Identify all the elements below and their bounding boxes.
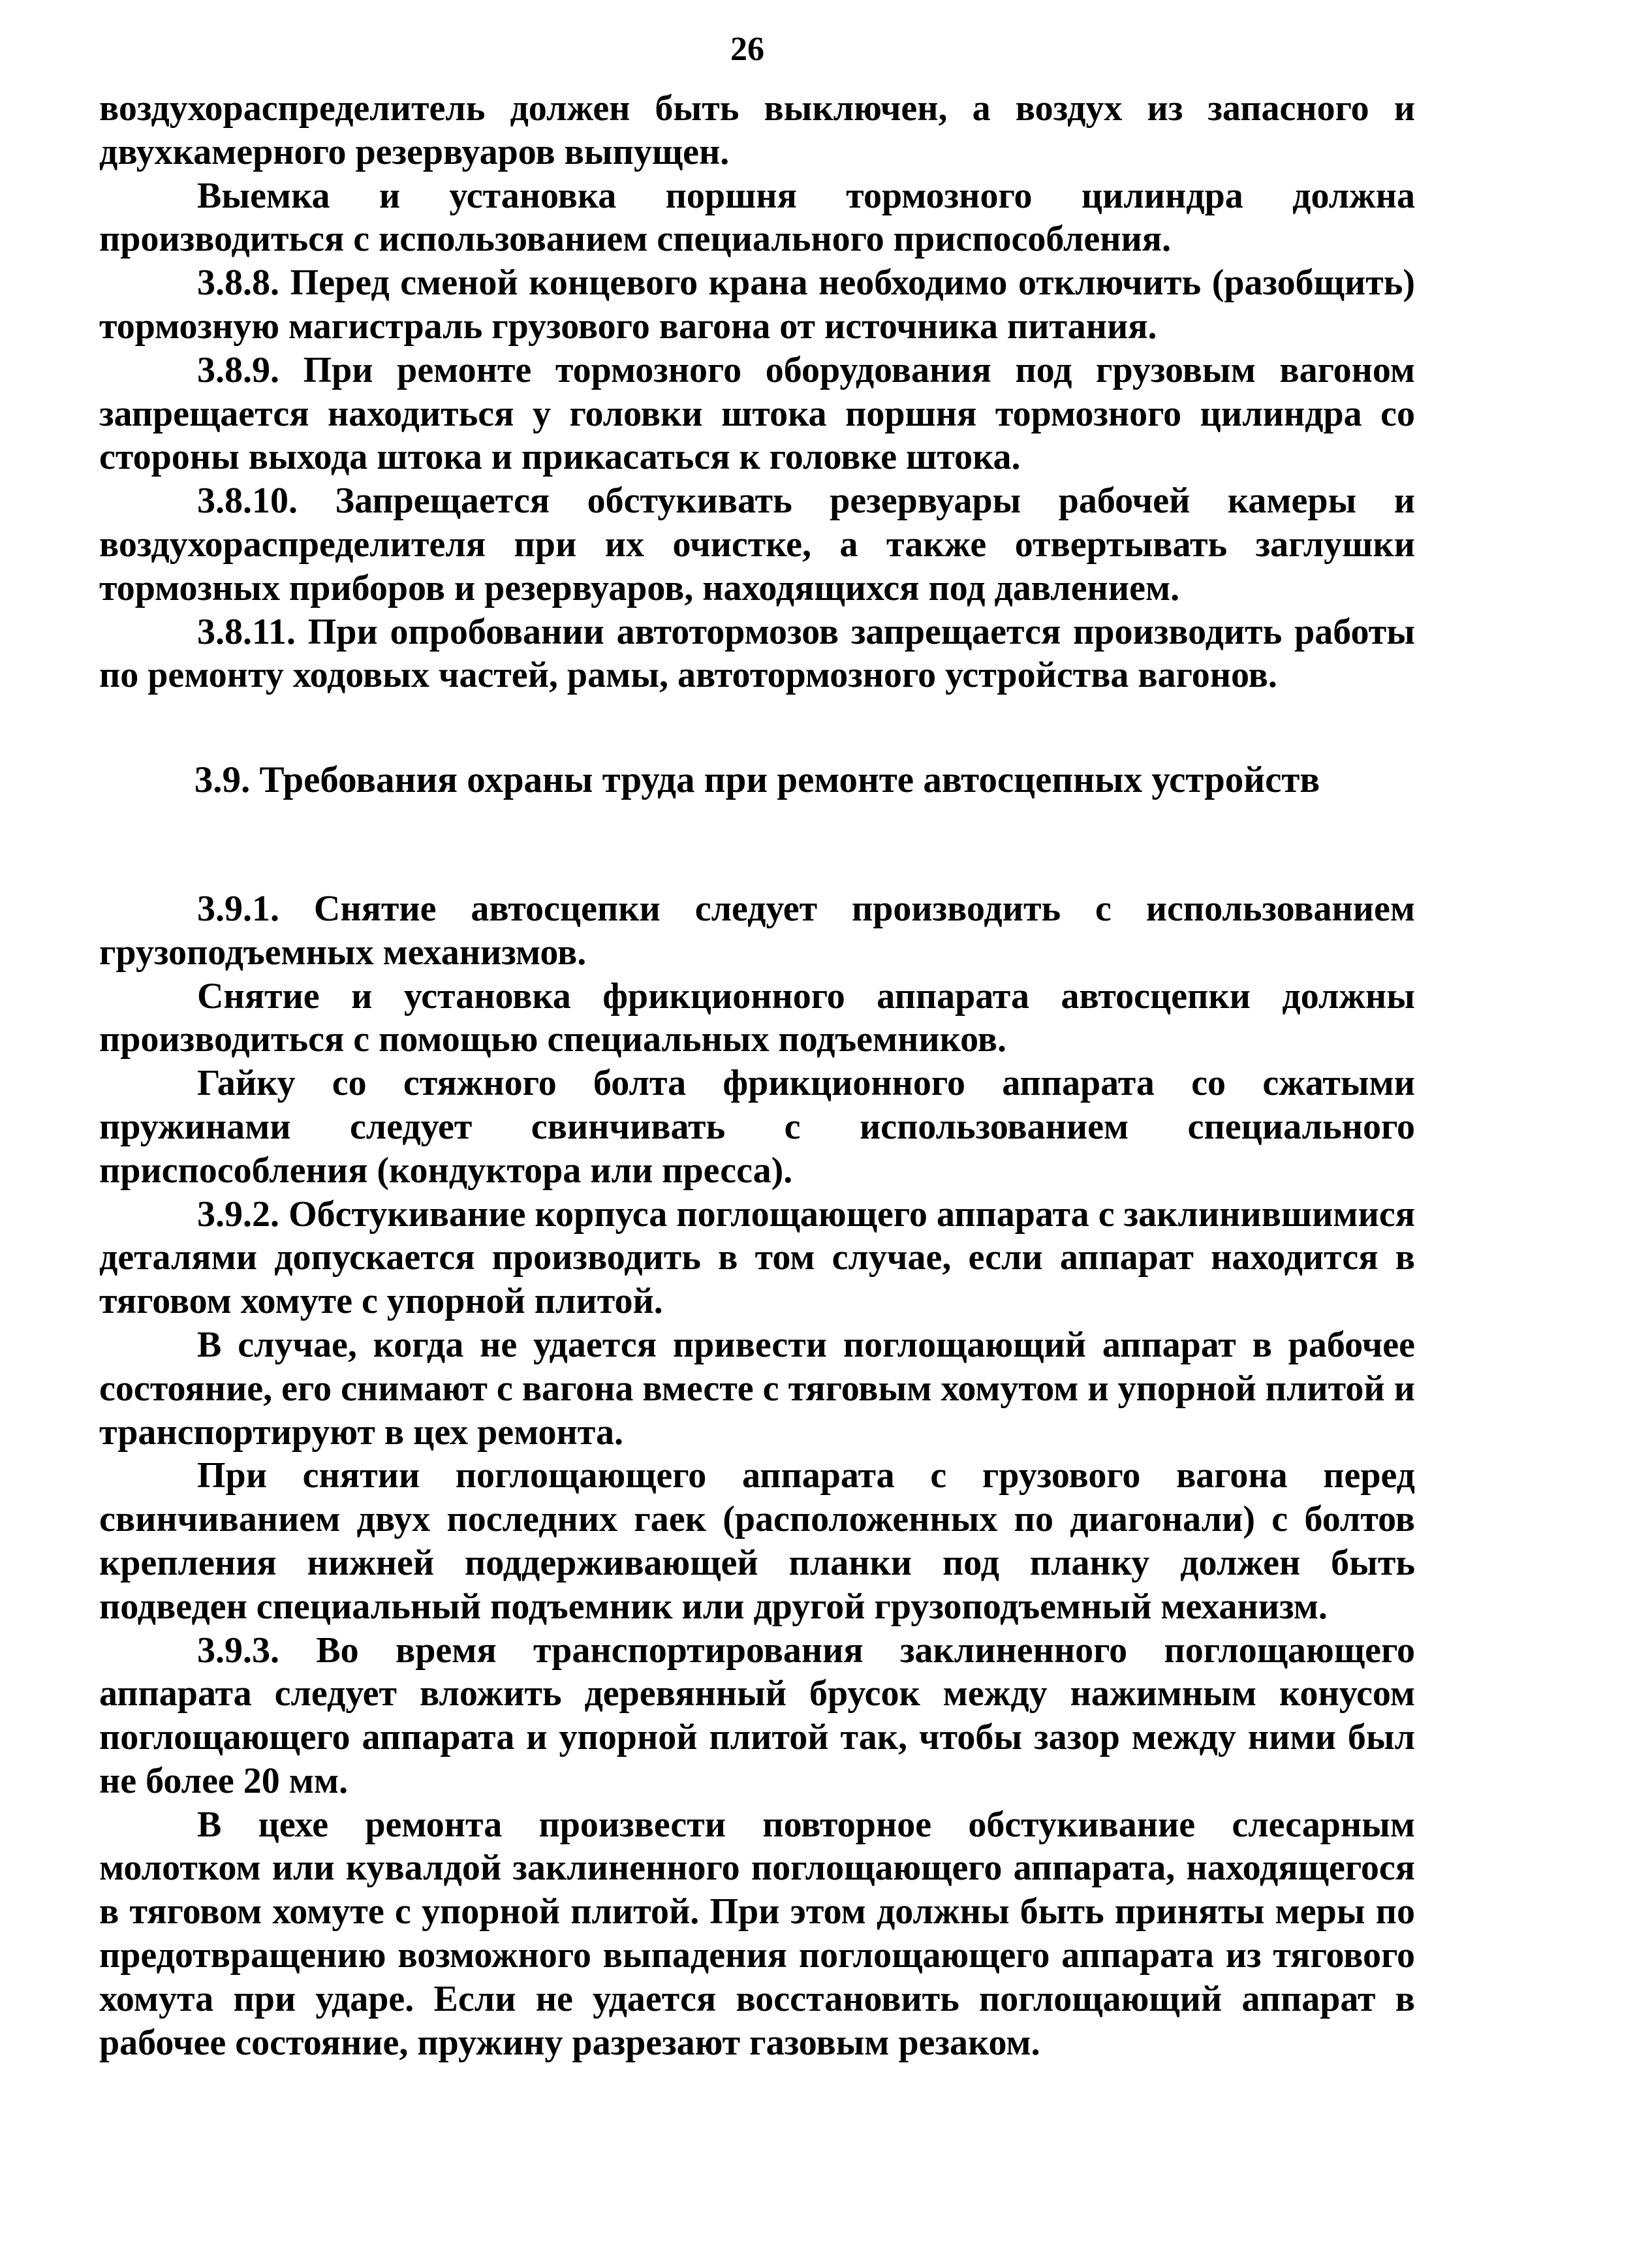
paragraph: 3.8.9. При ремонте тормозного оборудования под грузовым вагоном запрещается находиться у головки штока поршня тормозного цилиндра со стороны выхода штока и прикасаться к головке штока. xyxy=(99,349,1415,478)
paragraph: При снятии поглощающего аппарата с грузового вагона перед свинчиванием двух последних гаек (расположенных по диагонали) с болтов крепления нижней поддерживающей планки под планку должен быть подведен специальный подъемник или другой грузоподъемный механизм. xyxy=(99,1455,1415,1627)
paragraph: Гайку со стяжного болта фрикционного аппарата со сжатыми пружинами следует свинчивать с использованием специального приспособления (кондуктора или пресса). xyxy=(99,1063,1415,1191)
paragraph: В случае, когда не удается привести поглощающий аппарат в рабочее состояние, его снимают с вагона вместе с тяговым хомутом и упорной плитой и транспортируют в цех ремонта. xyxy=(99,1324,1415,1453)
paragraph: В цехе ремонта произвести повторное обстукивание слесарным молотком или кувалдой заклиненного поглощающего аппарата, находящегося в тяговом хомуте с упорной плитой. При этом должны быть приняты меры по предотвращению возможного выпадения поглощающего аппарата из тягового хомута при ударе. Если не удается восстановить поглощающий аппарат в рабочее состояние, пружину разрезают газовым резаком. xyxy=(99,1804,1415,2063)
paragraph: 3.9.3. Во время транспортирования заклиненного поглощающего аппарата следует вложить деревянный брусок между нажимным конусом поглощающего аппарата и упорной плитой так, чтобы зазор между ними был не более 20 мм. xyxy=(99,1630,1415,1801)
paragraph: 3.8.11. При опробовании автотормозов запрещается производить работы по ремонту ходовых частей, рамы, автотормозного устройства вагонов. xyxy=(99,611,1415,696)
spacer xyxy=(99,697,1415,759)
section-heading: 3.9. Требования охраны труда при ремонте автосцепных устройств xyxy=(194,759,1320,801)
page-number: 26 xyxy=(730,31,764,68)
paragraph: 3.9.2. Обстукивание корпуса поглощающего аппарата с заклинившимися деталями допускается производить в том случае, если аппарат находится в тяговом хомуте с упорной плитой. xyxy=(99,1193,1415,1322)
document-body xyxy=(99,87,1415,2064)
paragraph: 3.9.1. Снятие автосцепки следует производить с использованием грузоподъемных механизмов. xyxy=(99,888,1415,973)
paragraph: 3.8.8. Перед сменой концевого крана необходимо отключить (разобщить) тормозную магистраль грузового вагона от источника питания. xyxy=(99,262,1415,347)
paragraph: Снятие и установка фрикционного аппарата автосцепки должны производиться с помощью специальных подъемников. xyxy=(99,975,1415,1060)
spacer xyxy=(99,802,1415,887)
paragraph: воздухораспределитель должен быть выключен, а воздух из запасного и двухкамерного резервуаров выпущен. xyxy=(99,88,1415,172)
paragraph: Выемка и установка поршня тормозного цилиндра должна производиться с использованием специального приспособления. xyxy=(99,175,1415,260)
paragraph: 3.8.10. Запрещается обстукивать резервуары рабочей камеры и воздухораспределителя при их очистке, а также отвертывать заглушки тормозных приборов и резервуаров, находящихся под давлением. xyxy=(99,480,1415,608)
